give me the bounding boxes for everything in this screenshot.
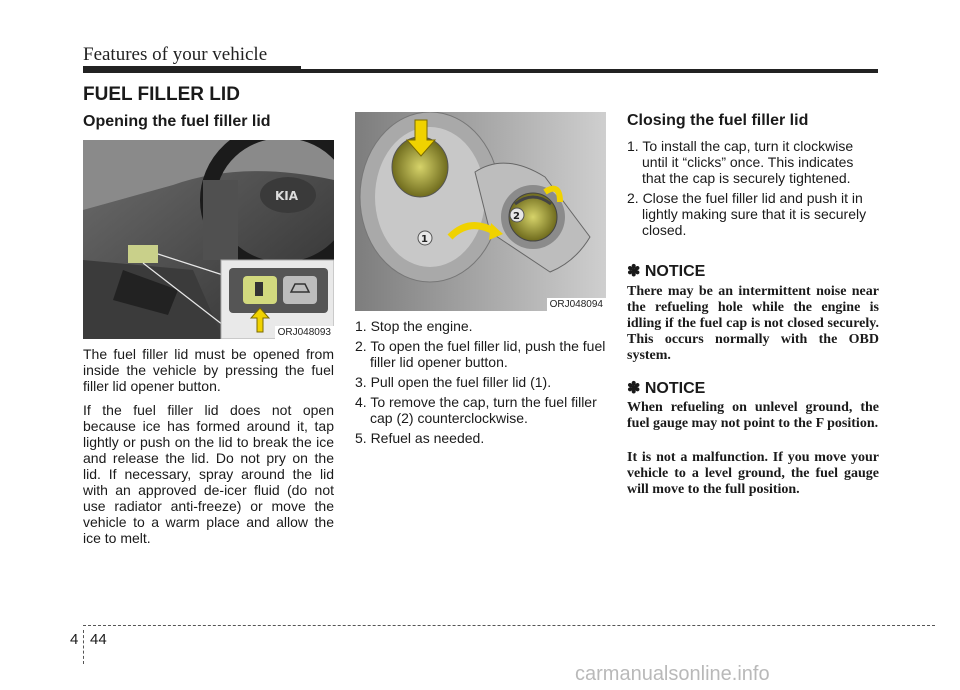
footer-separator — [83, 630, 84, 664]
header-rule-accent — [83, 66, 301, 73]
closing-steps — [627, 138, 879, 242]
step: 1. To install the cap, turn it clockwise until it “clicks” once. This indicates that the cap is securely tightened. — [627, 138, 854, 186]
page-number: 44 — [90, 631, 107, 648]
callout-1: 1 — [421, 234, 428, 245]
figure-filler-lid — [355, 112, 606, 311]
svg-text:KIA: KIA — [275, 189, 299, 203]
step: 2. Close the fuel filler lid and push it in lightly making sure that it is securely closed. — [627, 190, 867, 238]
section-title: FUEL FILLER LID — [83, 84, 240, 105]
callout-2: 2 — [513, 211, 520, 222]
figure-label: ORJ048093 — [275, 326, 334, 339]
step: 5. Refuel as needed. — [355, 430, 485, 446]
notice-body: There may be an intermittent noise near the refueling hole while the engine is idling if the fuel cap is not closed securely. This occurs normally with the OBD system. — [627, 284, 879, 363]
footer-rule — [83, 625, 935, 626]
notice-title: ✽ NOTICE — [627, 263, 706, 280]
figure-label: ORJ048094 — [547, 298, 606, 311]
opening-paragraph-1: The fuel filler lid must be opened from inside the vehicle by pressing the fuel filler lid opener button. — [83, 346, 334, 394]
notice-body-continued: It is not a malfunction. If you move your vehicle to a level ground, the fuel gauge will move to the full position. — [627, 450, 879, 497]
filler-lid-illustration — [355, 112, 606, 311]
step: 2. To open the fuel filler lid, push the fuel filler lid opener button. — [355, 338, 606, 370]
opening-paragraph-2: If the fuel filler lid does not open because ice has formed around it, tap lightly or push on the lid to break the ice and release the lid. Do not pry on the lid. If necessary, spray around the lid with an approved de-icer fluid (do not use radiator anti-freeze) or move the vehicle to a warm place and allow the ice to melt. — [83, 402, 334, 546]
opening-steps — [355, 318, 606, 450]
dashboard-illustration — [83, 140, 334, 339]
step: 3. Pull open the fuel filler lid (1). — [355, 374, 552, 390]
chapter-number: 4 — [70, 631, 79, 648]
figure-opener-button — [83, 140, 334, 339]
running-header: Features of your vehicle — [83, 44, 268, 65]
step: 1. Stop the engine. — [355, 318, 473, 334]
opening-heading: Opening the fuel filler lid — [83, 113, 271, 130]
watermark: carmanualsonline.info — [575, 663, 770, 685]
step: 4. To remove the cap, turn the fuel filler cap (2) counterclockwise. — [355, 394, 597, 426]
closing-heading: Closing the fuel filler lid — [627, 112, 809, 129]
notice-title: ✽ NOTICE — [627, 380, 706, 397]
notice-body: When refueling on unlevel ground, the fuel gauge may not point to the F position. — [627, 400, 879, 431]
